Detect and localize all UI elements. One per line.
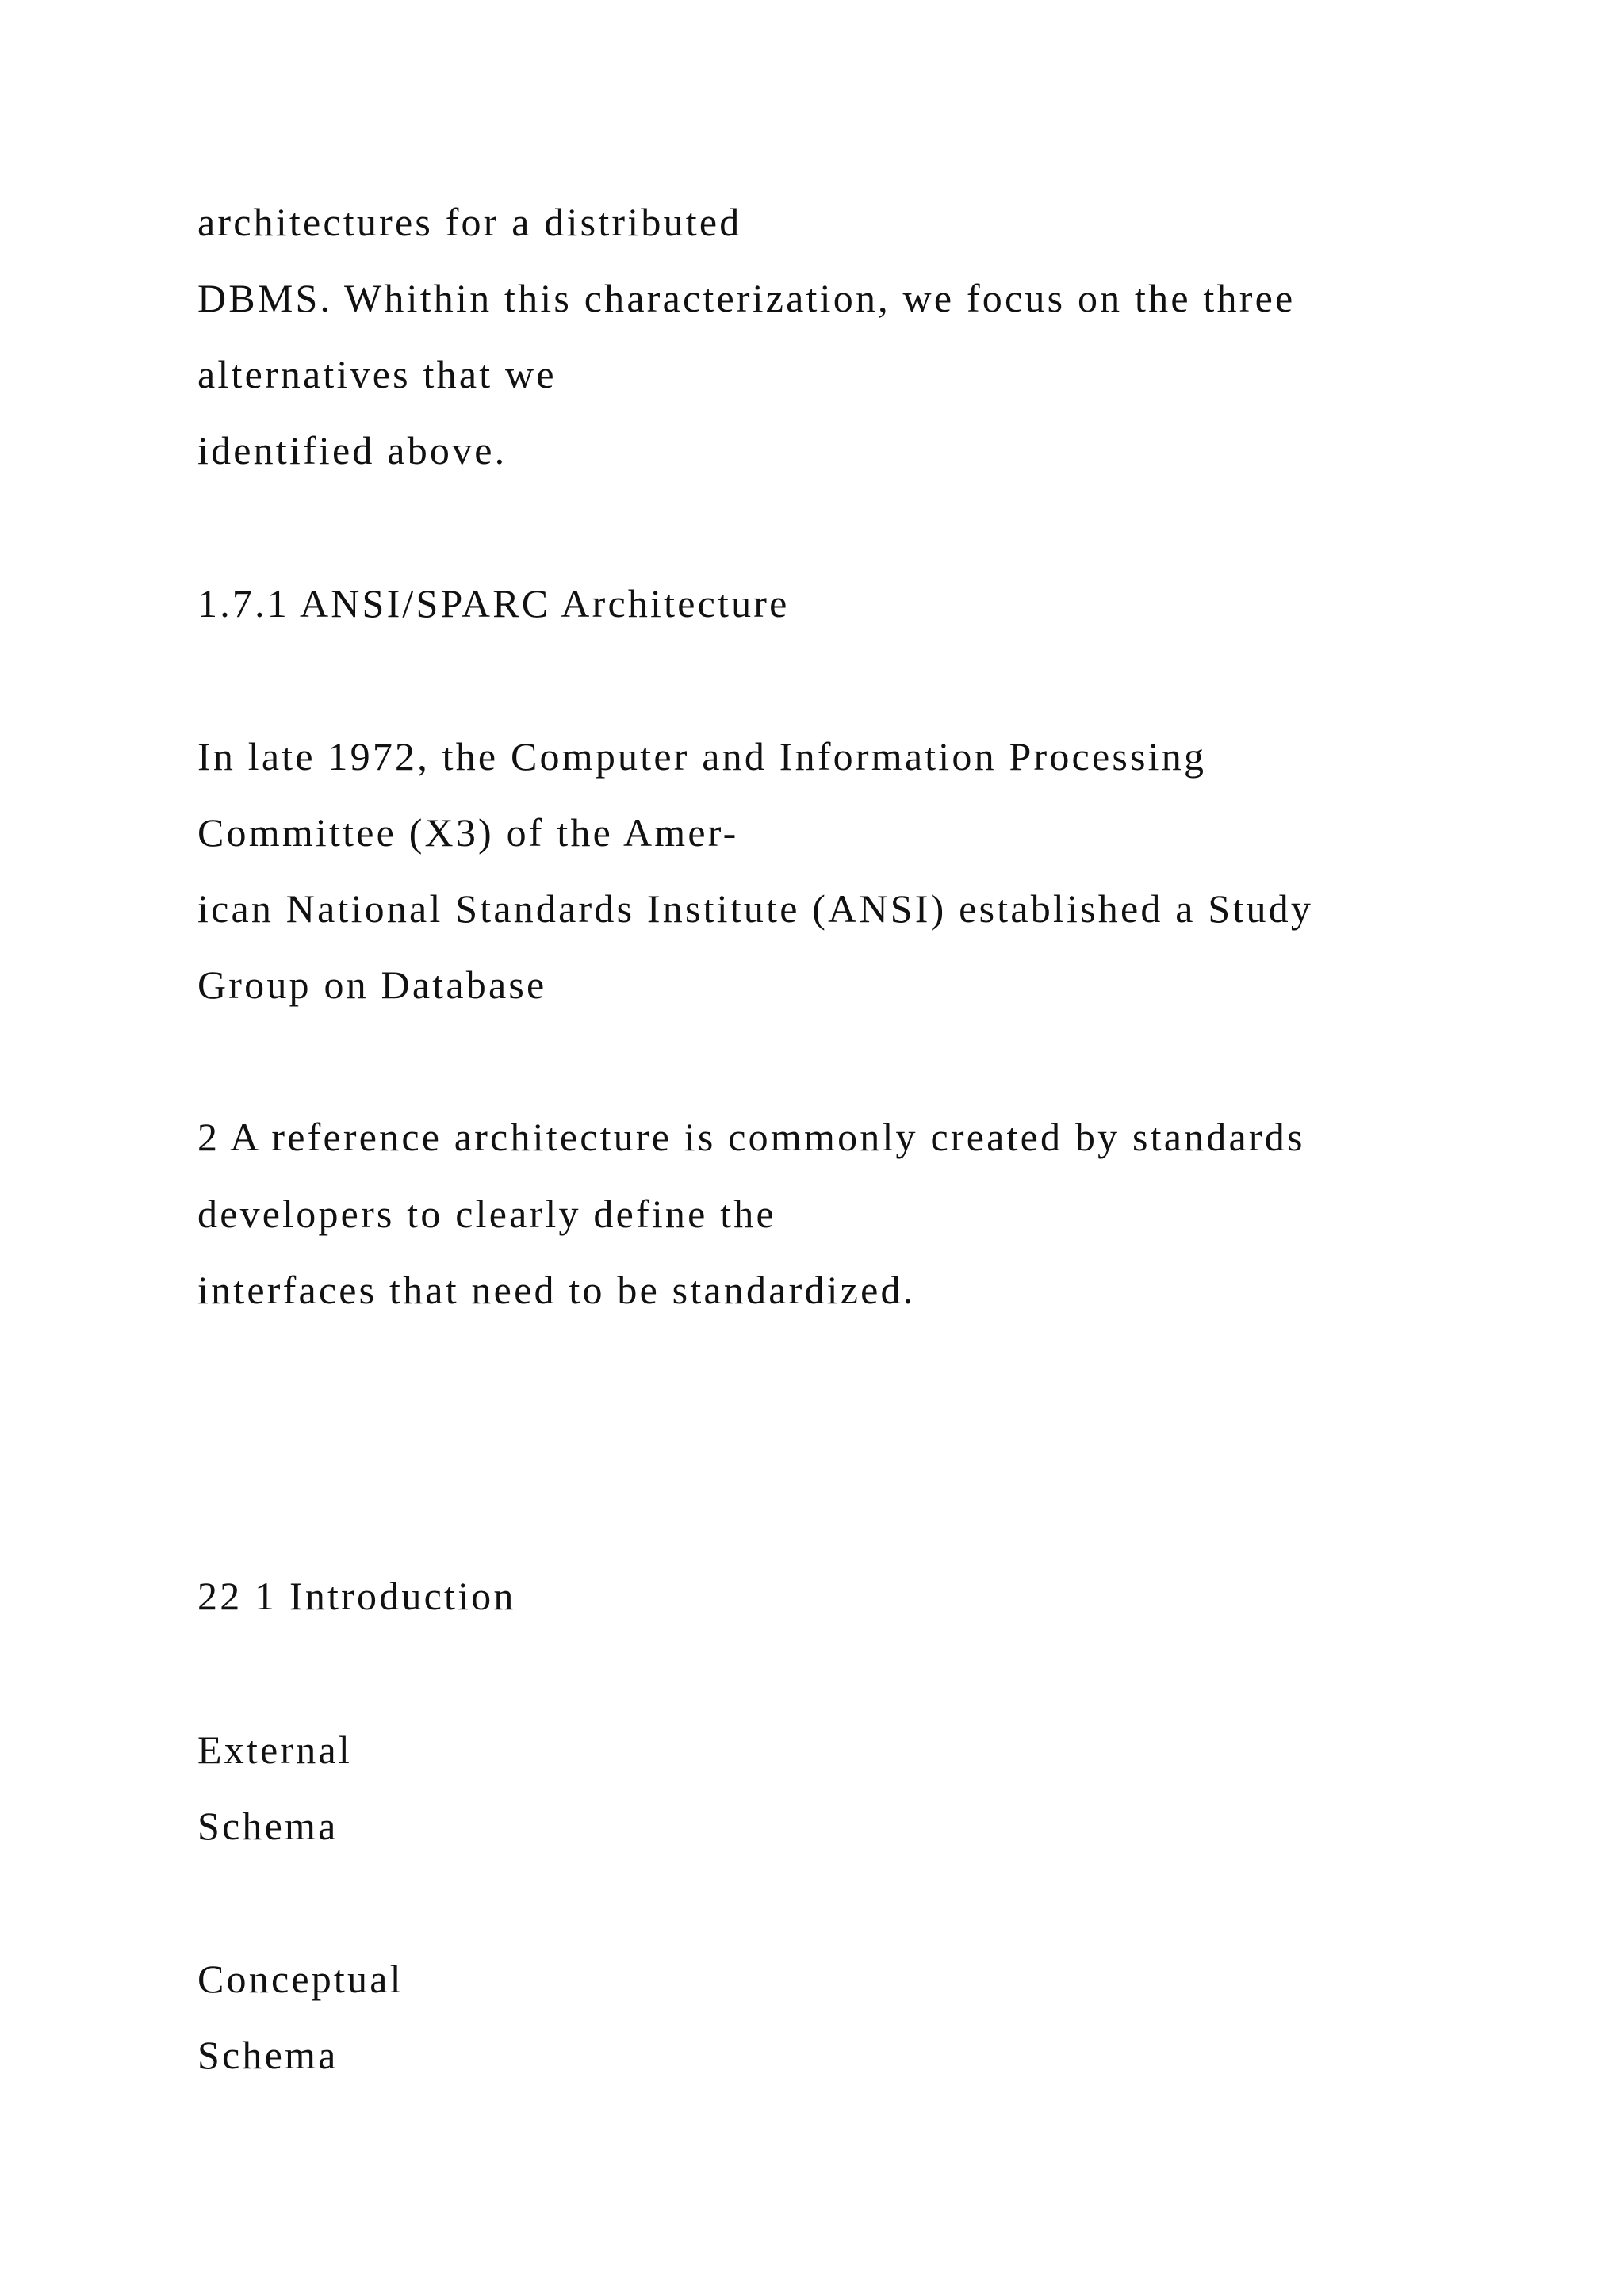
text-line: identified above.	[197, 428, 508, 473]
figure-label: Schema	[197, 1804, 339, 1848]
text-line: Committee (X3) of the Amer-	[197, 810, 739, 855]
text-line: Group on Database	[197, 962, 547, 1007]
figure-label: Schema	[197, 2033, 339, 2077]
figure-label: External	[197, 1728, 352, 1772]
text-line: DBMS. Whithin this characterization, we focus on the three	[197, 276, 1296, 320]
section-heading: 1.7.1 ANSI/SPARC Architecture	[197, 581, 790, 626]
page-header: 22 1 Introduction	[197, 1574, 516, 1618]
figure-label: Conceptual	[197, 1957, 404, 2001]
footnote-line: 2 A reference architecture is commonly created by standards	[197, 1115, 1305, 1159]
footnote-line: developers to clearly define the	[197, 1192, 776, 1236]
footnote-line: interfaces that need to be standardized.	[197, 1268, 916, 1312]
text-line: architectures for a distributed	[197, 200, 742, 244]
text-line: In late 1972, the Computer and Information Processing	[197, 734, 1207, 779]
text-line: ican National Standards Institute (ANSI) established a Study	[197, 886, 1314, 931]
text-line: alternatives that we	[197, 352, 557, 396]
